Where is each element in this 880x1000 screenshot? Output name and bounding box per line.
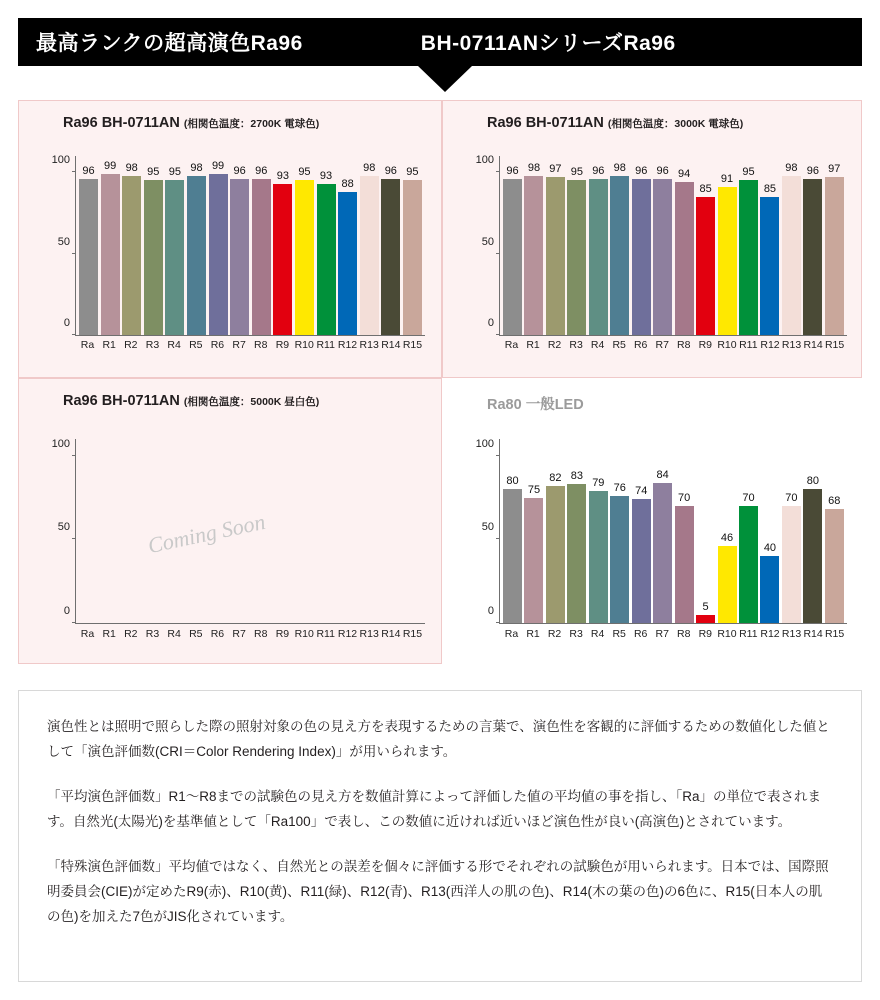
plot-area (475, 154, 847, 336)
x-axis-tick-label: R15 (402, 628, 423, 640)
chart-panel-2700k (18, 100, 442, 378)
bar (803, 179, 822, 335)
bar-column (503, 439, 522, 623)
bar (589, 179, 608, 335)
x-axis-tick-label: R12 (337, 628, 358, 640)
bar-column (338, 439, 357, 623)
bar-column (252, 156, 271, 335)
x-axis-tick-label: R5 (189, 339, 203, 351)
bar-column (782, 156, 801, 335)
bar-column (122, 156, 141, 335)
bar-column (653, 439, 672, 623)
bar (825, 177, 844, 335)
bar-value-label: 95 (298, 166, 311, 179)
bar-column (295, 156, 314, 335)
bar-value-label: 96 (255, 164, 268, 177)
bar (567, 484, 586, 623)
bar-column (338, 156, 357, 335)
chart-title: Ra80 一般LED (487, 397, 584, 413)
x-axis-tick-label: R8 (254, 628, 268, 640)
bar-column (144, 156, 163, 335)
bar (381, 179, 400, 335)
x-axis-tick-label: R3 (569, 339, 583, 351)
bar (209, 174, 228, 335)
y-axis-tick-label: 100 (51, 154, 70, 167)
x-axis-tick-label: R13 (781, 628, 802, 640)
bar (252, 179, 271, 335)
bar-column (317, 439, 336, 623)
bar-value-label: 40 (763, 542, 777, 555)
bar (273, 184, 292, 335)
x-axis-tick-label: R1 (102, 628, 116, 640)
x-axis-tick-label: R8 (254, 339, 268, 351)
bar (295, 180, 314, 335)
x-axis-tick-label: R8 (677, 339, 691, 351)
x-axis-tick-label: R11 (739, 339, 758, 351)
x-axis-tick-label: R6 (210, 628, 225, 640)
bar (675, 506, 694, 623)
bar-column (718, 439, 737, 623)
bar-value-label: 96 (233, 164, 246, 177)
x-axis-tick-label: R15 (824, 339, 845, 351)
bar-column (825, 156, 844, 335)
y-axis-tick-label: 50 (57, 235, 70, 248)
x-axis-tick-label: R7 (232, 628, 246, 640)
bar-value-label: 96 (384, 164, 397, 177)
bar-value-label: 83 (570, 470, 583, 483)
bar-column (524, 439, 543, 623)
x-axis-tick-label: R6 (210, 339, 225, 351)
y-axis-tick-mark (496, 538, 500, 539)
bar (567, 180, 586, 335)
y-axis-tick-label: 0 (487, 605, 494, 617)
y-axis-tick-mark (496, 334, 500, 335)
bar-value-label: 88 (341, 177, 354, 190)
bar-value-label: 97 (828, 163, 841, 176)
bar-value-label: 76 (613, 481, 626, 494)
x-axis-tick-label: Ra (80, 339, 95, 351)
bar-value-label: 70 (678, 491, 691, 504)
bar (610, 496, 629, 623)
bar-column (825, 439, 844, 623)
y-axis-tick-label: 100 (51, 437, 70, 450)
bar (403, 180, 422, 335)
bar-column (589, 156, 608, 335)
bar-column (760, 156, 779, 335)
bar-column (782, 439, 801, 623)
chart-title: Ra96 BH-0711AN (相関色温度：5000K 昼白色) (63, 393, 320, 409)
x-axis-tick-label: R10 (294, 339, 314, 351)
bar-column (79, 439, 98, 623)
x-axis-tick-label: R12 (760, 339, 780, 351)
bar (524, 498, 543, 623)
bar-column (360, 156, 379, 335)
bar-value-label: 5 (702, 600, 709, 613)
x-axis-tick-label: R10 (717, 339, 737, 351)
x-axis-tick-label: R9 (698, 339, 712, 351)
description-paragraph: 「特殊演色評価数」平均値ではなく、自然光との誤差を個々に評価する形でそれぞれの試験色が用いられます。日本では、国際照明委員会(CIE)が定めたR9(赤)、R10(黄)、R11(緑)、R12(青)、R13(西洋人の肌の色)、R14(木の葉の色)の6色に、R15(日本人の肌の色)を加えた7色がJIS化されています。 (47, 858, 829, 924)
x-axis-tick-label: R2 (547, 628, 562, 640)
bar-value-label: 75 (527, 483, 541, 496)
bar-value-label: 96 (82, 164, 95, 177)
bar-column (403, 156, 422, 335)
page-header (18, 18, 862, 66)
bar-column (230, 156, 249, 335)
bar (632, 499, 651, 623)
bar (718, 546, 737, 623)
bar-column (739, 439, 758, 623)
chart-title: Ra96 BH-0711AN (相関色温度：2700K 電球色) (63, 115, 320, 131)
y-axis-tick-mark (72, 455, 76, 456)
bar-column (632, 156, 651, 335)
bar-value-label: 98 (613, 161, 626, 174)
bar-column (360, 439, 379, 623)
bar (187, 176, 206, 335)
x-axis-tick-label: R2 (547, 339, 562, 351)
y-axis-tick-mark (496, 455, 500, 456)
x-axis-tick-label: R5 (612, 628, 626, 640)
chart-title: Ra96 BH-0711AN (相関色温度：3000K 電球色) (487, 115, 744, 131)
bar (825, 509, 844, 623)
bar-column (101, 156, 120, 335)
bar-column (122, 439, 141, 623)
x-axis-tick-label: R6 (633, 339, 648, 351)
bar (317, 184, 336, 335)
bar-column (187, 156, 206, 335)
bar-value-label: 46 (720, 532, 734, 545)
bar-value-label: 80 (806, 475, 819, 488)
bar (760, 197, 779, 335)
x-axis-tick-label: R13 (781, 339, 802, 351)
y-axis-tick-mark (72, 622, 76, 623)
coming-soon-label: Coming Soon (145, 508, 268, 559)
bar-value-label: 68 (828, 495, 841, 508)
bar-column (610, 439, 629, 623)
bar-value-label: 79 (592, 476, 605, 489)
bar-value-label: 98 (785, 161, 798, 174)
bar-value-label: 84 (656, 468, 669, 481)
plot-area (51, 154, 425, 336)
bar (782, 176, 801, 335)
bar-column (101, 439, 120, 623)
x-axis-tick-label: R11 (316, 628, 335, 640)
x-axis-tick-label: R9 (275, 628, 290, 640)
y-axis-tick-mark (72, 171, 76, 172)
bar-column (718, 156, 737, 335)
bar-value-label: 82 (549, 471, 562, 484)
bar (696, 197, 715, 335)
x-axis-tick-label: R3 (569, 628, 583, 640)
x-axis-tick-label: R4 (590, 628, 605, 640)
x-axis-tick-label: R1 (526, 628, 540, 640)
bar-column (675, 156, 694, 335)
bar-column (696, 156, 715, 335)
x-axis-tick-label: R12 (760, 628, 780, 640)
x-axis-tick-label: R14 (381, 339, 401, 351)
chart-panel-ra80 (442, 378, 862, 664)
bar-column (610, 156, 629, 335)
bar (589, 491, 608, 623)
bar-series (500, 156, 847, 335)
x-axis-tick-label: Ra (80, 628, 95, 640)
bar (230, 179, 249, 335)
bar (144, 180, 163, 335)
plot-area (475, 437, 847, 624)
bar-value-label: 94 (678, 168, 691, 181)
bar-series (500, 439, 847, 623)
bar-value-label: 91 (720, 172, 734, 185)
description-paragraph: 演色性とは照明で照らした際の照射対象の色の見え方を表現するための言葉で、演色性を客観的に評価するための数値化した値として「演色評価数(CRI＝Color Rendering Index)」が用いられます。 (47, 719, 830, 759)
x-axis-tick-label: R2 (124, 628, 138, 640)
x-axis-tick-label: R9 (275, 339, 290, 351)
bar-column (632, 439, 651, 623)
bar-value-label: 85 (763, 182, 777, 195)
y-axis-tick-mark (72, 334, 76, 335)
x-axis-tick-label: R14 (803, 339, 823, 351)
x-axis-labels (499, 628, 847, 640)
bar-value-label: 96 (506, 164, 519, 177)
x-axis-tick-label: R10 (717, 628, 737, 640)
y-axis-tick-mark (72, 538, 76, 539)
page-title: 最高ランクの超高演色Ra96 (36, 32, 303, 55)
bar-column (739, 156, 758, 335)
page-subtitle: BH-0711ANシリーズRa96 (420, 32, 676, 55)
bar-value-label: 95 (742, 166, 755, 179)
x-axis-labels (499, 339, 847, 351)
bar-value-label: 96 (592, 164, 605, 177)
bar-column (381, 439, 400, 623)
x-axis-tick-label: Ra (504, 339, 519, 351)
bar (122, 176, 141, 335)
y-axis-tick-mark (72, 253, 76, 254)
bar-series (76, 156, 425, 335)
y-axis-tick-label: 50 (57, 521, 70, 534)
bar-value-label: 95 (147, 166, 160, 179)
bar-column (79, 156, 98, 335)
bar (79, 179, 98, 335)
x-axis-tick-label: R6 (633, 628, 648, 640)
bar (782, 506, 801, 623)
x-axis-tick-label: R9 (698, 628, 712, 640)
bar-value-label: 96 (656, 164, 669, 177)
bar-value-label: 93 (319, 169, 333, 182)
bar-value-label: 99 (211, 159, 225, 172)
bar (524, 176, 543, 335)
bar-value-label: 98 (527, 161, 541, 174)
bar (675, 182, 694, 335)
bar (503, 179, 522, 335)
bar-column (209, 156, 228, 335)
bar (632, 179, 651, 335)
y-axis-tick-mark (496, 253, 500, 254)
bar-column (803, 156, 822, 335)
bar-column (546, 439, 565, 623)
x-axis-tick-label: R15 (824, 628, 845, 640)
bar-value-label: 95 (570, 166, 583, 179)
x-axis-tick-label: R14 (803, 628, 823, 640)
bar-value-label: 74 (635, 485, 648, 498)
x-axis-tick-label: R7 (655, 628, 669, 640)
y-axis-tick-label: 100 (475, 437, 494, 450)
x-axis-tick-label: R5 (612, 339, 626, 351)
y-axis-tick-label: 0 (63, 605, 70, 617)
bar-value-label: 98 (363, 161, 376, 174)
x-axis-labels (75, 339, 425, 351)
bar (338, 192, 357, 335)
bar-column (696, 439, 715, 623)
chart-panel-5000k (18, 378, 442, 664)
x-axis-tick-label: R7 (655, 339, 669, 351)
bar-value-label: 98 (190, 161, 203, 174)
x-axis-tick-label: R11 (316, 339, 335, 351)
bar-value-label: 99 (103, 159, 117, 172)
bar-column (589, 439, 608, 623)
bar-column (567, 439, 586, 623)
x-axis-tick-label: R12 (337, 339, 358, 351)
bar (653, 483, 672, 624)
bar-column (675, 439, 694, 623)
x-axis-tick-label: R3 (145, 628, 160, 640)
description-paragraph: 「平均演色評価数」R1〜R8までの試験色の見え方を数値計算によって評価した値の平均値の事を指し、「Ra」の単位で表されます。自然光(太陽光)を基準値として「Ra100」で表し、この数値に近ければ近いほど演色性が良い(高演色)とされています。 (47, 788, 822, 829)
bar-value-label: 97 (549, 163, 562, 176)
x-axis-tick-label: R13 (359, 339, 379, 351)
bar-value-label: 80 (506, 475, 519, 488)
bar-value-label: 70 (742, 491, 755, 504)
y-axis-tick-mark (496, 622, 500, 623)
bar (101, 174, 120, 335)
x-axis-tick-label: R1 (102, 339, 116, 351)
x-axis-tick-label: R14 (381, 628, 401, 640)
description-box (18, 690, 862, 982)
bar (546, 486, 565, 623)
chart-title-note: (相関色温度：5000K 昼白色) (183, 396, 320, 408)
bar-column (503, 156, 522, 335)
bar-column (295, 439, 314, 623)
bar-column (567, 156, 586, 335)
y-axis-tick-label: 50 (481, 521, 494, 534)
chart-title-note: (相関色温度：3000K 電球色) (607, 118, 744, 130)
bar-value-label: 95 (168, 166, 181, 179)
y-axis-tick-mark (496, 171, 500, 172)
x-axis-tick-label: R13 (359, 628, 379, 640)
x-axis-tick-label: R7 (232, 339, 246, 351)
y-axis-tick-label: 0 (63, 317, 70, 329)
bar-value-label: 98 (125, 161, 138, 174)
bar (718, 187, 737, 335)
x-axis-tick-label: R4 (167, 339, 181, 351)
bar (739, 180, 758, 335)
bar-column (317, 156, 336, 335)
x-axis-tick-label: R5 (189, 628, 203, 640)
bar-column (165, 156, 184, 335)
bar (696, 615, 715, 623)
x-axis-tick-label: R2 (124, 339, 138, 351)
y-axis-tick-label: 100 (475, 154, 494, 167)
bar-column (381, 156, 400, 335)
header-arrow-icon (418, 66, 472, 92)
x-axis-tick-label: R15 (402, 339, 423, 351)
bar-value-label: 85 (699, 182, 712, 195)
bar (803, 489, 822, 623)
x-axis-labels (75, 628, 425, 640)
bar (546, 177, 565, 335)
bar (165, 180, 184, 335)
bar-value-label: 96 (806, 164, 819, 177)
x-axis-tick-label: R11 (739, 628, 758, 640)
x-axis-tick-label: R10 (294, 628, 314, 640)
bar (653, 179, 672, 335)
bar (739, 506, 758, 623)
bar-column (524, 156, 543, 335)
bar-column (760, 439, 779, 623)
bar-value-label: 96 (635, 164, 648, 177)
x-axis-tick-label: R4 (590, 339, 605, 351)
bar-column (803, 439, 822, 623)
x-axis-tick-label: Ra (504, 628, 519, 640)
x-axis-tick-label: R8 (677, 628, 691, 640)
bar-column (403, 439, 422, 623)
y-axis-tick-label: 50 (481, 235, 494, 248)
bar-column (546, 156, 565, 335)
x-axis-tick-label: R3 (145, 339, 160, 351)
chart-panel-3000k (442, 100, 862, 378)
bar (503, 489, 522, 623)
chart-title-note: (相関色温度：2700K 電球色) (183, 118, 320, 130)
x-axis-tick-label: R1 (526, 339, 540, 351)
bar-value-label: 95 (406, 166, 419, 179)
bar (360, 176, 379, 335)
y-axis-tick-label: 0 (487, 317, 494, 329)
bar-column (653, 156, 672, 335)
bar (760, 556, 779, 623)
bar-value-label: 70 (785, 491, 798, 504)
bar (610, 176, 629, 335)
x-axis-tick-label: R4 (167, 628, 181, 640)
bar-value-label: 93 (276, 169, 289, 182)
bar-column (273, 439, 292, 623)
bar-column (273, 156, 292, 335)
